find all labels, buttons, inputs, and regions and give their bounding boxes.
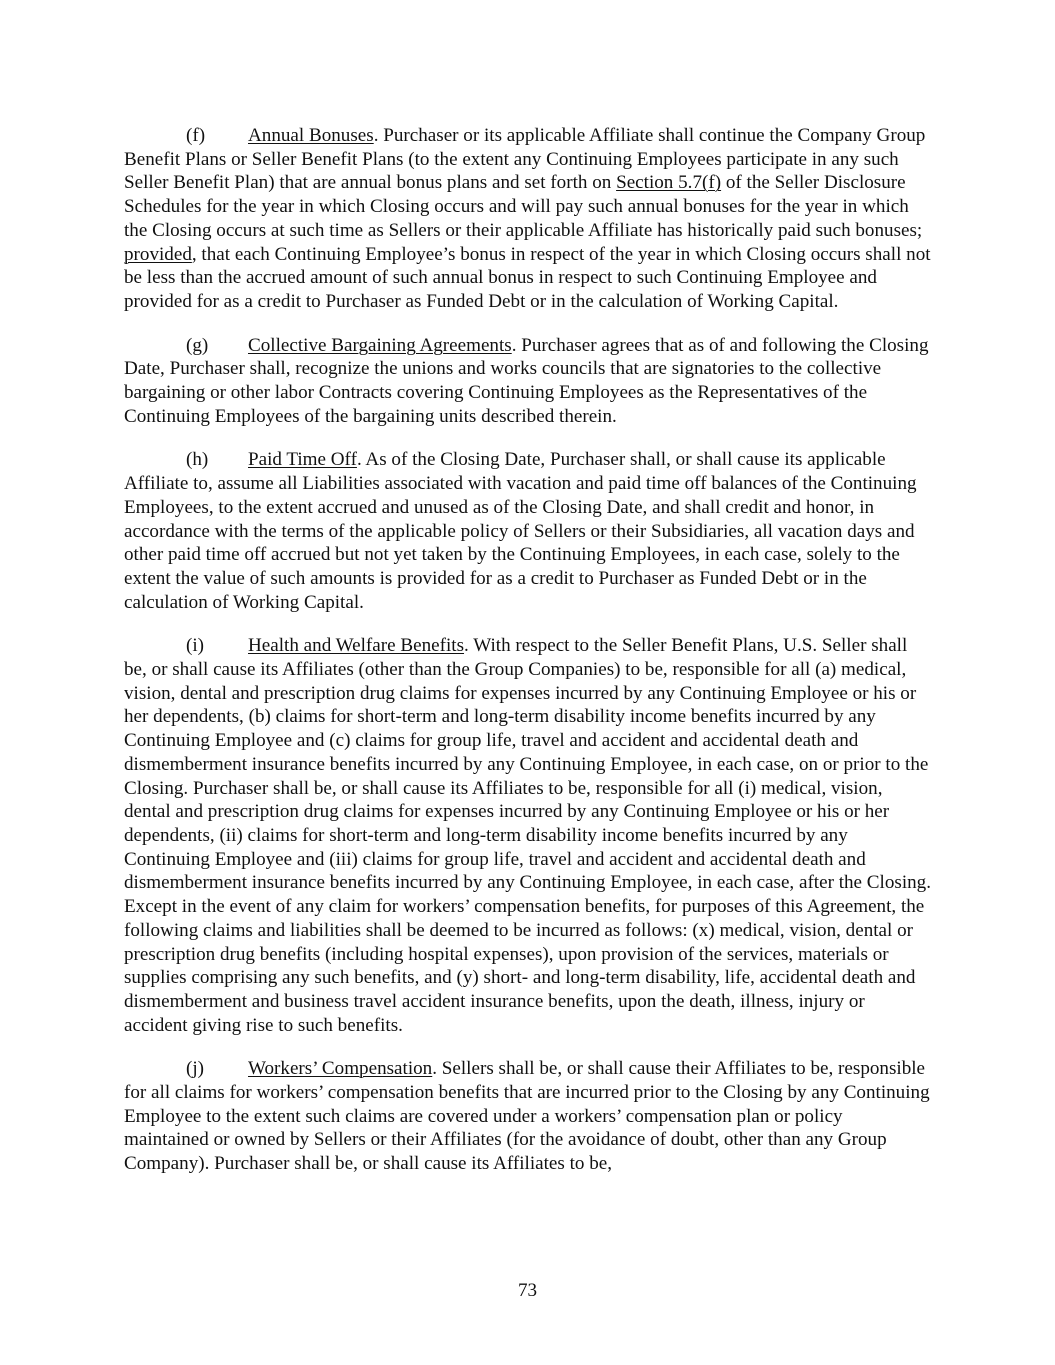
page-number: 73: [517, 1280, 538, 1301]
paragraph-heading: Paid Time Off: [248, 449, 357, 471]
paragraph-f: [124, 124, 932, 314]
paragraph-heading: Health and Welfare Benefits: [248, 635, 465, 657]
paragraph-h: [124, 448, 932, 614]
paragraph-marker: (j): [186, 1058, 205, 1080]
section-reference: Section 5.7(f): [616, 172, 722, 194]
paragraph-text: . Purchaser or its applicable Affiliate shall continue the Company Group Benefit Plans or Seller Benefit Plans (to the extent any Continuing Employees participate in any such Seller Benefit Plan) that are annual bonus plans and set forth on: [124, 125, 926, 194]
document-body: [124, 124, 932, 1196]
paragraph-heading: Collective Bargaining Agreements: [248, 334, 512, 356]
paragraph-text: . Purchaser agrees that as of and following the Closing Date, Purchaser shall, recognize the unions and works councils that are signatories to the collective bargaining or other labor Contracts covering Continuing Employees as the Representatives of the Continuing Employees of the bargaining units described therein.: [124, 334, 929, 427]
paragraph-heading: Annual Bonuses: [248, 125, 374, 146]
paragraph-marker: (i): [186, 635, 205, 657]
paragraph-heading: Workers’ Compensation: [248, 1058, 433, 1080]
paragraph-text: , that each Continuing Employee’s bonus in respect of the year in which Closing occurs shall not be less than the accrued amount of such annual bonus in respect to such Continuing Employee and provided for as a credit to Purchaser as Funded Debt or in the calculation of Working Capital.: [124, 243, 931, 312]
paragraph-j: [124, 1057, 932, 1176]
paragraph-marker: (f): [186, 125, 206, 146]
paragraph-text: . With respect to the Seller Benefit Plans, U.S. Seller shall be, or shall cause its Affiliates (other than the Group Companies) to be, responsible for all (a) medical, vision, dental and prescription drug claims for expenses incurred by any Continuing Employee or his or her dependents, (b) claims for short-term and long-term disability income benefits incurred by any Continuing Employee and (c) claims for group life, travel and accident and accidental death and dismemberment insurance benefits incurred by any Continuing Employee, in each case, on or prior to the Closing. Purchaser shall be, or shall cause its Affiliates to be, responsible for all (i) medical, vision, dental and prescription drug claims for expenses incurred by any Continuing Employee or his or her dependents, (ii) claims for short-term and long-term disability income benefits incurred by any Continuing Employee and (iii) claims for group life, travel and accident and accidental death and dismemberment insurance benefits incurred by any Continuing Employee, in each case, after the Closing. Except in the event of any claim for workers’ compensation benefits, for purposes of this Agreement, the following claims and liabilities shall be deemed to be incurred as follows: (x) medical, vision, dental or prescription drug benefits (including hospital expenses), upon provision of the services, materials or supplies comprising any such benefits, and (y) short- and long-term disability, life, accidental death and dismemberment and business travel accident insurance benefits, upon the death, illness, injury or accident giving rise to such benefits.: [124, 635, 931, 1036]
paragraph-text: . Sellers shall be, or shall cause their Affiliates to be, responsible for all claims for workers’ compensation benefits that are incurred prior to the Closing by any Continuing Employee to the extent such claims are covered under a workers’ compensation plan or policy maintained or owned by Sellers or their Affiliates (for the avoidance of doubt, other than any Group Company). Purchaser shall be, or shall cause its Affiliates to be,: [124, 1058, 930, 1175]
proviso-term: provided: [124, 243, 192, 265]
paragraph-text: . As of the Closing Date, Purchaser shall, or shall cause its applicable Affiliate to, assume all Liabilities associated with vacation and paid time off balances of the Continuing Employees, to the extent accrued and unused as of the Closing Date, and shall credit and honor, in accordance with the terms of the applicable policy of Sellers or their Subsidiaries, all vacation days and other paid time off accrued but not yet taken by the Continuing Employees, in each case, solely to the extent the value of such amounts is provided for as a credit to Purchaser as Funded Debt or in the calculation of Working Capital.: [124, 449, 917, 613]
paragraph-i: [124, 634, 932, 1037]
paragraph-marker: (g): [186, 334, 209, 356]
paragraph-text: of the Seller Disclosure Schedules for the year in which Closing occurs and will pay such annual bonuses for the year in which the Closing occurs at such time as Sellers or their applicable Affiliate has historically paid such bonuses;: [124, 172, 923, 241]
paragraph-g: [124, 334, 932, 429]
paragraph-marker: (h): [186, 449, 209, 471]
